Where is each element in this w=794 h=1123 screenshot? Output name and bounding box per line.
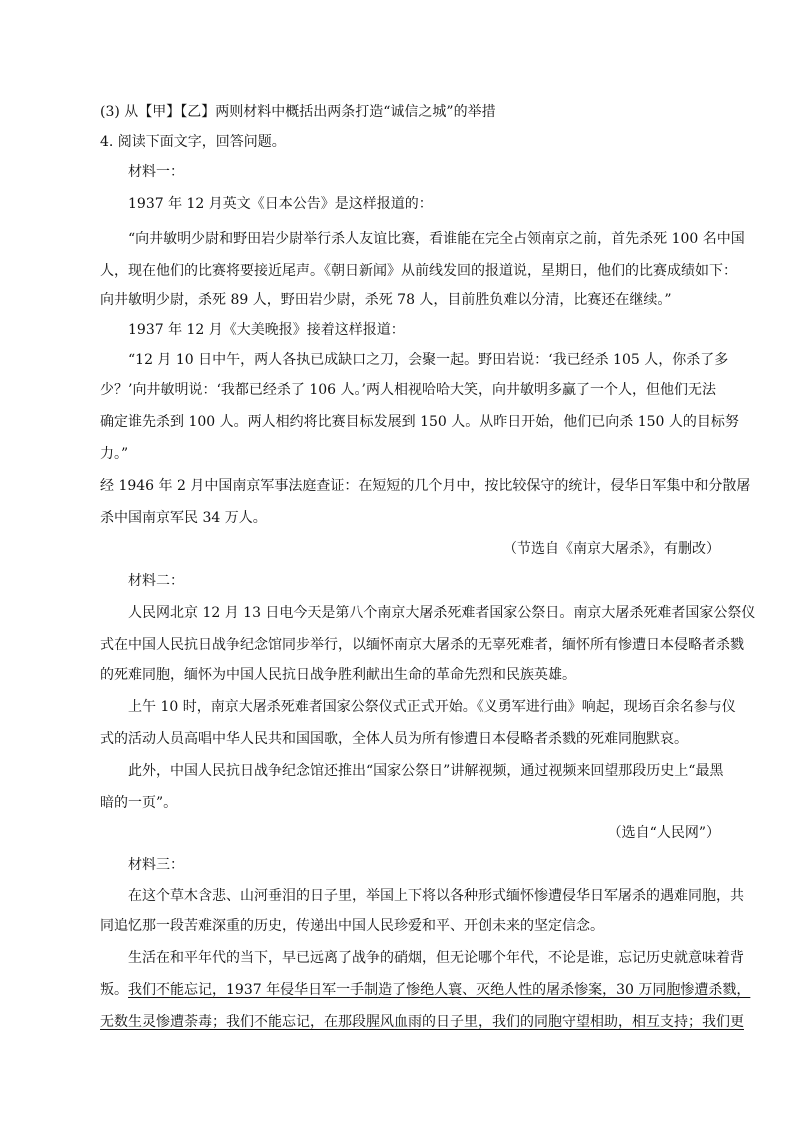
material-2-title: 材料二：: [128, 573, 184, 589]
material-2-paragraph: 式在中国人民抗日战争纪念馆同步举行，以缅怀南京大屠杀的无辜死难者，缅怀所有惨遭日本侵略者杀戮: [100, 637, 744, 653]
material-1-paragraph: 经 1946 年 2 月中国南京军事法庭查证：在短短的几个月中，按比较保守的统计，侵华日军集中和分散屠: [100, 478, 751, 494]
material-2-paragraph: 暗的一页”。: [100, 795, 178, 811]
material-1-paragraph: 1937 年 12 月《大美晚报》接着这样报道：: [128, 322, 405, 338]
question-3: (3) 从【甲】【乙】两则材料中概括出两条打造“诚信之城”的举措: [100, 104, 496, 120]
material-1-quote-line: “向井敏明少尉和野田岩少尉举行杀人友谊比赛，看谁能在完全占领南京之前，首先杀死 100 名中国: [128, 231, 745, 247]
material-1-title: 材料一：: [128, 164, 184, 180]
material-1-quote-line: 人，现在他们的比赛将要接近尾声。《朝日新闻》从前线发回的报道说，星期日，他们的比赛成绩如下：: [100, 263, 737, 279]
material-1-quote-line: “12 月 10 日中午，两人各执已成缺口之刀，会聚一起。野田岩说：‘我已经杀 105 人，你杀了多: [128, 352, 729, 368]
material-1-quote-line: 力。”: [100, 446, 129, 462]
material-2-paragraph: 式的活动人员高唱中华人民共和国国歌，全体人员为所有惨遭日本侵略者杀戮的死难同胞默哀。: [100, 731, 688, 747]
material-1-quote-line: 确定谁先杀到 100 人。两人相约将比赛目标发展到 150 人。从昨日开始，他们已向杀 150 人的目标努: [100, 414, 739, 430]
material-3-paragraph: [100, 980, 751, 1000]
material-3-paragraph: 在这个草木含悲、山河垂泪的日子里，举国上下将以各种形式缅怀惨遭侵华日军屠杀的遇难同胞，共: [128, 888, 744, 904]
material-1-quote-line: 少？’向井敏明说：‘我都已经杀了 106 人。’两人相视哈哈大笑，向井敏明多赢了一个人，但他们无法: [100, 382, 716, 398]
material-1-paragraph: 1937 年 12 月英文《日本公告》是这样报道的：: [128, 196, 433, 212]
material-3-underlined-text: 无数生灵惨遭荼毒；我们不能忘记，在那段腥风血雨的日子里，我们的同胞守望相助，相互支持；我们更: [100, 1014, 744, 1030]
material-2-source: （选自“人民网”）: [607, 825, 720, 841]
material-3-underlined-text: 我们不能忘记，1937 年侵华日军一手制造了惨绝人寰、灭绝人性的屠杀惨案，30 万同胞惨遭杀戮，: [128, 982, 751, 998]
material-1-quote-line: 向井敏明少尉，杀死 89 人，野田岩少尉，杀死 78 人，目前胜负难以分清，比赛还在继续。”: [100, 292, 672, 308]
material-3-paragraph: 生活在和平年代的当下，早已远离了战争的硝烟，但无论哪个年代，不论是谁，忘记历史就意味着背: [128, 950, 744, 966]
material-3-title: 材料三：: [128, 857, 184, 873]
question-4: 4. 阅读下面文字，回答问题。: [100, 134, 286, 150]
material-3-plain-text: 叛。: [100, 982, 128, 998]
material-2-paragraph: 上午 10 时，南京大屠杀死难者国家公祭仪式正式开始。《义勇军进行曲》响起，现场百余名参与仪: [128, 699, 736, 715]
material-2-paragraph: 的死难同胞，缅怀为中国人民抗日战争胜利献出生命的革命先烈和民族英雄。: [100, 667, 576, 683]
material-1-source: （节选自《南京大屠杀》，有删改）: [503, 541, 720, 557]
material-1-paragraph: 杀中国南京军民 34 万人。: [100, 510, 267, 526]
material-3-paragraph: [100, 1012, 744, 1032]
material-2-paragraph: 此外，中国人民抗日战争纪念馆还推出“国家公祭日”讲解视频，通过视频来回望那段历史上“最黑: [128, 763, 724, 779]
material-2-paragraph: 人民网北京 12 月 13 日电今天是第八个南京大屠杀死难者国家公祭日。南京大屠杀死难者国家公祭仪: [128, 605, 756, 621]
material-3-paragraph: 同追忆那一段苦难深重的历史，传递出中国人民珍爱和平、开创未来的坚定信念。: [100, 918, 604, 934]
